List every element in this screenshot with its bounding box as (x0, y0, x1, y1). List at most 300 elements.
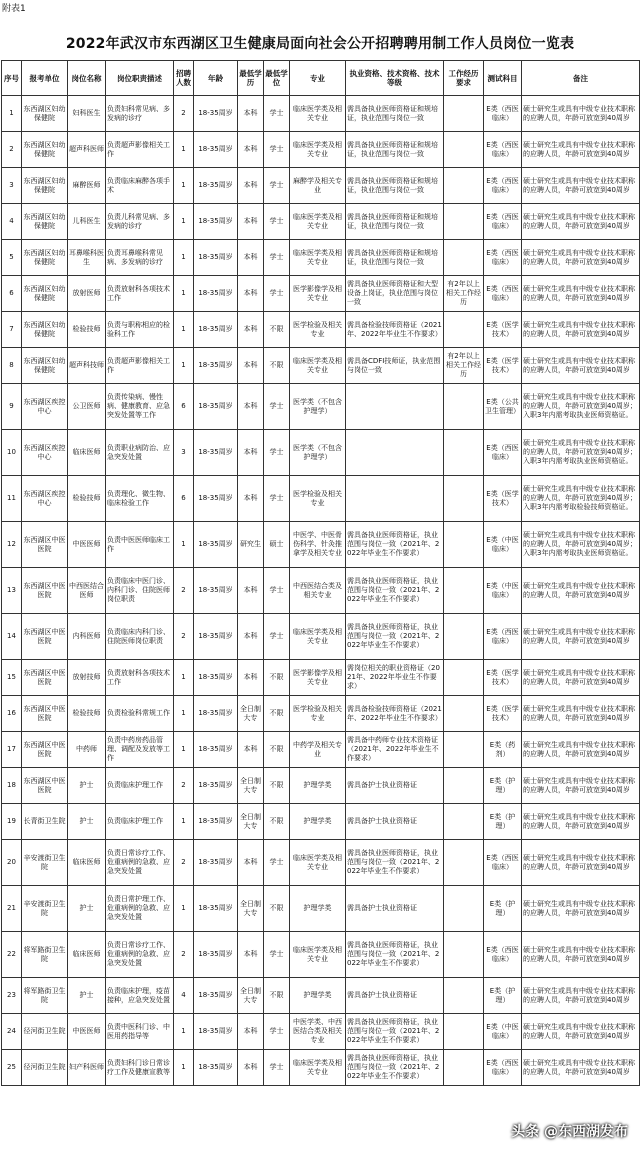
qualification-cell (346, 384, 444, 430)
test-subject-cell: E类（中医临床） (484, 1014, 522, 1050)
unit-cell: 东西湖区中医医院 (22, 660, 68, 696)
position-cell: 妇产科医师 (68, 1050, 106, 1086)
seq-cell: 9 (2, 384, 22, 430)
table-row (2, 430, 640, 476)
seq-cell: 25 (2, 1050, 22, 1086)
remarks-cell: 硕士研究生或具有中级专业技术职称的应聘人员，年龄可放宽到40周岁 (522, 168, 640, 204)
degree-cell: 不限 (264, 732, 290, 768)
duty-cell: 负责临床护理工作 (106, 768, 174, 804)
unit-cell: 东西湖区中医医院 (22, 522, 68, 568)
position-cell: 妇科医生 (68, 96, 106, 132)
count-cell: 6 (174, 476, 194, 522)
count-cell: 1 (174, 804, 194, 840)
education-cell: 本科 (238, 348, 264, 384)
qualification-cell: 需具备检验技师资格证（2021年、2022年毕业生不作要求） (346, 696, 444, 732)
seq-cell: 22 (2, 932, 22, 978)
table-row (2, 732, 640, 768)
education-cell: 本科 (238, 840, 264, 886)
degree-cell: 硕士 (264, 522, 290, 568)
education-cell: 全日制大专 (238, 804, 264, 840)
duty-cell: 负责理化、微生物、临床检验工作 (106, 476, 174, 522)
qualification-cell (346, 476, 444, 522)
seq-cell: 23 (2, 978, 22, 1014)
position-cell: 护士 (68, 886, 106, 932)
test-subject-cell: E类（西医临床） (484, 132, 522, 168)
remarks-cell: 硕士研究生或具有中级专业技术职称的应聘人员，年龄可放宽到40周岁；入职3年内需考取执业医师资格证。 (522, 384, 640, 430)
test-subject-cell: E类（公共卫生管理） (484, 384, 522, 430)
table-row (2, 384, 640, 430)
duty-cell: 负责妇科门诊日常诊疗工作及健康宣教等 (106, 1050, 174, 1086)
major-cell: 中医学、中医骨伤科学、针灸推拿学及相关专业 (290, 522, 346, 568)
experience-cell (444, 240, 484, 276)
major-cell: 临床医学类及相关专业 (290, 840, 346, 886)
qualification-cell: 需具备执业医师资格证，执业范围与岗位一致（2021年、2022年毕业生不作要求） (346, 1014, 444, 1050)
unit-cell: 东西湖区中医医院 (22, 614, 68, 660)
qualification-cell: 需具备执业医师资格证和规培证，执业范围与岗位一致 (346, 96, 444, 132)
major-cell: 麻醉学及相关专业 (290, 168, 346, 204)
age-cell: 18-35周岁 (194, 978, 238, 1014)
age-cell: 18-35周岁 (194, 886, 238, 932)
major-cell: 临床医学类及相关专业 (290, 204, 346, 240)
degree-cell: 学士 (264, 276, 290, 312)
position-cell: 内科医师 (68, 614, 106, 660)
degree-cell: 不限 (264, 886, 290, 932)
test-subject-cell: E类（西医临床） (484, 276, 522, 312)
remarks-cell: 硕士研究生或具有中级专业技术职称的应聘人员，年龄可放宽到40周岁；入职3年内需考取执业医师资格证。 (522, 430, 640, 476)
major-cell: 医学影像学及相关专业 (290, 276, 346, 312)
remarks-cell: 硕士研究生或具有中级专业技术职称的应聘人员，年龄可放宽到40周岁 (522, 348, 640, 384)
test-subject-cell: E类（西医临床） (484, 96, 522, 132)
remarks-cell: 硕士研究生或具有中级专业技术职称的应聘人员，年龄可放宽到40周岁 (522, 614, 640, 660)
position-cell: 检验技师 (68, 696, 106, 732)
count-cell: 2 (174, 768, 194, 804)
header-cell: 备注 (522, 61, 640, 96)
test-subject-cell: E类（中医临床） (484, 522, 522, 568)
experience-cell (444, 312, 484, 348)
duty-cell: 负责日常诊疗工作、危重病例的急救、应急突发处置 (106, 840, 174, 886)
position-cell: 中医医师 (68, 522, 106, 568)
table-row (2, 978, 640, 1014)
experience-cell (444, 1050, 484, 1086)
major-cell: 护理学类 (290, 768, 346, 804)
education-cell: 全日制大专 (238, 886, 264, 932)
test-subject-cell: E类（医学技术） (484, 312, 522, 348)
experience-cell (444, 660, 484, 696)
degree-cell: 不限 (264, 768, 290, 804)
test-subject-cell: E类（西医临床） (484, 240, 522, 276)
age-cell: 18-35周岁 (194, 522, 238, 568)
remarks-cell: 硕士研究生或具有中级专业技术职称的应聘人员，年龄可放宽到40周岁 (522, 1050, 640, 1086)
remarks-cell: 硕士研究生或具有中级专业技术职称的应聘人员，年龄可放宽到40周岁 (522, 978, 640, 1014)
degree-cell: 不限 (264, 804, 290, 840)
table-row (2, 132, 640, 168)
duty-cell: 负责放射科各项技术工作 (106, 660, 174, 696)
seq-cell: 4 (2, 204, 22, 240)
count-cell: 1 (174, 522, 194, 568)
remarks-cell: 硕士研究生或具有中级专业技术职称的应聘人员，年龄可放宽到40周岁 (522, 804, 640, 840)
unit-cell: 将军路街卫生院 (22, 978, 68, 1014)
position-cell: 临床医师 (68, 430, 106, 476)
major-cell: 临床医学类及相关专业 (290, 96, 346, 132)
degree-cell: 不限 (264, 696, 290, 732)
count-cell: 1 (174, 168, 194, 204)
unit-cell: 东西湖区中医医院 (22, 568, 68, 614)
education-cell: 本科 (238, 932, 264, 978)
count-cell: 6 (174, 384, 194, 430)
experience-cell (444, 696, 484, 732)
remarks-cell: 硕士研究生或具有中级专业技术职称的应聘人员，年龄可放宽到40周岁 (522, 312, 640, 348)
seq-cell: 21 (2, 886, 22, 932)
header-cell: 报考单位 (22, 61, 68, 96)
seq-cell: 3 (2, 168, 22, 204)
count-cell: 1 (174, 276, 194, 312)
position-cell: 儿科医生 (68, 204, 106, 240)
age-cell: 18-35周岁 (194, 768, 238, 804)
count-cell: 1 (174, 1014, 194, 1050)
experience-cell (444, 932, 484, 978)
remarks-cell: 硕士研究生或具有中级专业技术职称的应聘人员，年龄可放宽到40周岁 (522, 96, 640, 132)
table-header-row (2, 61, 640, 96)
remarks-cell: 硕士研究生或具有中级专业技术职称的应聘人员，年龄可放宽到40周岁 (522, 132, 640, 168)
major-cell: 临床医学类及相关专业 (290, 614, 346, 660)
count-cell: 2 (174, 614, 194, 660)
duty-cell: 负责耳鼻喉科常见病、多发病的诊疗 (106, 240, 174, 276)
degree-cell: 学士 (264, 204, 290, 240)
seq-cell: 18 (2, 768, 22, 804)
unit-cell: 辛安渡街卫生院 (22, 886, 68, 932)
experience-cell (444, 804, 484, 840)
seq-cell: 7 (2, 312, 22, 348)
position-cell: 中药师 (68, 732, 106, 768)
qualification-cell: 需具备执业医师资格证，执业范围与岗位一致（2021年、2022年毕业生不作要求） (346, 840, 444, 886)
degree-cell: 学士 (264, 430, 290, 476)
experience-cell (444, 96, 484, 132)
remarks-cell: 硕士研究生或具有中级专业技术职称的应聘人员，年龄可放宽到40周岁 (522, 660, 640, 696)
table-row (2, 476, 640, 522)
education-cell: 本科 (238, 276, 264, 312)
unit-cell: 辛安渡街卫生院 (22, 840, 68, 886)
degree-cell: 学士 (264, 384, 290, 430)
degree-cell: 学士 (264, 614, 290, 660)
major-cell: 临床医学类及相关专业 (290, 1050, 346, 1086)
position-cell: 中西医结合医师 (68, 568, 106, 614)
experience-cell (444, 840, 484, 886)
table-row (2, 240, 640, 276)
experience-cell (444, 522, 484, 568)
education-cell: 本科 (238, 204, 264, 240)
table-row (2, 932, 640, 978)
degree-cell: 学士 (264, 132, 290, 168)
major-cell: 中西医结合类及相关专业 (290, 568, 346, 614)
major-cell: 临床医学类及相关专业 (290, 348, 346, 384)
experience-cell (444, 430, 484, 476)
unit-cell: 长青街卫生院 (22, 804, 68, 840)
remarks-cell: 硕士研究生或具有中级专业技术职称的应聘人员，年龄可放宽到40周岁 (522, 768, 640, 804)
seq-cell: 20 (2, 840, 22, 886)
position-cell: 耳鼻喉科医生 (68, 240, 106, 276)
degree-cell: 学士 (264, 476, 290, 522)
degree-cell: 不限 (264, 660, 290, 696)
seq-cell: 11 (2, 476, 22, 522)
age-cell: 18-35周岁 (194, 1014, 238, 1050)
header-cell: 岗位名称 (68, 61, 106, 96)
test-subject-cell: E类（西医临床） (484, 614, 522, 660)
test-subject-cell: E类（医学技术） (484, 476, 522, 522)
experience-cell (444, 768, 484, 804)
count-cell: 3 (174, 430, 194, 476)
remarks-cell: 硕士研究生或具有中级专业技术职称的应聘人员，年龄可放宽到40周岁 (522, 732, 640, 768)
age-cell: 18-35周岁 (194, 132, 238, 168)
table-row (2, 168, 640, 204)
count-cell: 2 (174, 840, 194, 886)
education-cell: 研究生 (238, 522, 264, 568)
duty-cell: 负责中医医师临床工作 (106, 522, 174, 568)
remarks-cell: 硕士研究生或具有中级专业技术职称的应聘人员，年龄可放宽到40周岁 (522, 204, 640, 240)
position-cell: 超声科技师 (68, 348, 106, 384)
age-cell: 18-35周岁 (194, 840, 238, 886)
experience-cell: 有2年以上相关工作经历 (444, 276, 484, 312)
major-cell: 护理学类 (290, 978, 346, 1014)
duty-cell: 负责超声影像相关工作 (106, 132, 174, 168)
major-cell: 临床医学类及相关专业 (290, 132, 346, 168)
unit-cell: 东西湖区妇幼保健院 (22, 204, 68, 240)
test-subject-cell: E类（医学技术） (484, 660, 522, 696)
positions-table (1, 60, 640, 1086)
qualification-cell: 需具备执业医师资格证，执业范围与岗位一致（2021年、2022年毕业生不作要求） (346, 568, 444, 614)
table-row (2, 886, 640, 932)
table-row (2, 348, 640, 384)
degree-cell: 学士 (264, 1014, 290, 1050)
page-title: 2022年武汉市东西湖区卫生健康局面向社会公开招聘聘用制工作人员岗位一览表 (65, 36, 575, 52)
table-row (2, 1014, 640, 1050)
unit-cell: 东西湖区中医医院 (22, 768, 68, 804)
count-cell: 1 (174, 732, 194, 768)
education-cell: 本科 (238, 1050, 264, 1086)
education-cell: 本科 (238, 240, 264, 276)
duty-cell: 负责临床中医门诊、内科门诊、住院医师岗位职责 (106, 568, 174, 614)
seq-cell: 8 (2, 348, 22, 384)
seq-cell: 6 (2, 276, 22, 312)
qualification-cell: 需具备执业医师资格证和规培证，执业范围与岗位一致 (346, 240, 444, 276)
test-subject-cell: E类（医学技术） (484, 348, 522, 384)
qualification-cell: 需具备检验技师资格证（2021年、2022年毕业生不作要求） (346, 312, 444, 348)
duty-cell: 负责职业病防治、应急突发处置 (106, 430, 174, 476)
education-cell: 本科 (238, 1014, 264, 1050)
annex-label: 附表1 (2, 4, 26, 14)
education-cell: 本科 (238, 168, 264, 204)
major-cell: 中医学类、中西医结合类及相关专业 (290, 1014, 346, 1050)
test-subject-cell: E类（护理） (484, 804, 522, 840)
age-cell: 18-35周岁 (194, 204, 238, 240)
position-cell: 放射医师 (68, 276, 106, 312)
age-cell: 18-35周岁 (194, 168, 238, 204)
seq-cell: 16 (2, 696, 22, 732)
duty-cell: 负责临床内科门诊、住院医师岗位职责 (106, 614, 174, 660)
experience-cell (444, 204, 484, 240)
age-cell: 18-35周岁 (194, 240, 238, 276)
experience-cell (444, 476, 484, 522)
seq-cell: 15 (2, 660, 22, 696)
duty-cell: 负责儿科常见病、多发病的诊疗 (106, 204, 174, 240)
age-cell: 18-35周岁 (194, 312, 238, 348)
remarks-cell: 硕士研究生或具有中级专业技术职称的应聘人员，年龄可放宽到40周岁 (522, 276, 640, 312)
qualification-cell: 需具备护士执业资格证 (346, 978, 444, 1014)
major-cell: 医学检验及相关专业 (290, 312, 346, 348)
seq-cell: 19 (2, 804, 22, 840)
qualification-cell: 需具备执业医师资格证，执业范围与岗位一致（2021年、2022年毕业生不作要求） (346, 522, 444, 568)
major-cell: 医学检验及相关专业 (290, 476, 346, 522)
experience-cell (444, 568, 484, 614)
table-row (2, 804, 640, 840)
count-cell: 2 (174, 568, 194, 614)
position-cell: 超声科医师 (68, 132, 106, 168)
education-cell: 本科 (238, 312, 264, 348)
test-subject-cell: E类（药剂） (484, 732, 522, 768)
unit-cell: 东西湖区妇幼保健院 (22, 168, 68, 204)
qualification-cell: 需具备中药师专业技术资格证（2021年、2022年毕业生不作要求） (346, 732, 444, 768)
unit-cell: 东西湖区疾控中心 (22, 384, 68, 430)
position-cell: 中医医师 (68, 1014, 106, 1050)
seq-cell: 17 (2, 732, 22, 768)
unit-cell: 东西湖区妇幼保健院 (22, 240, 68, 276)
age-cell: 18-35周岁 (194, 384, 238, 430)
remarks-cell: 硕士研究生或具有中级专业技术职称的应聘人员，年龄可放宽到40周岁；入职3年内需考取执业医师资格证。 (522, 522, 640, 568)
degree-cell: 学士 (264, 96, 290, 132)
experience-cell: 有2年以上相关工作经历 (444, 348, 484, 384)
count-cell: 1 (174, 1050, 194, 1086)
duty-cell: 负责中药房药品管理、调配及发放等工作 (106, 732, 174, 768)
duty-cell: 负责与职称相应的检验科工作 (106, 312, 174, 348)
header-cell: 年龄 (194, 61, 238, 96)
table-row (2, 696, 640, 732)
qualification-cell: 需具备护士执业资格证 (346, 886, 444, 932)
remarks-cell: 硕士研究生或具有中级专业技术职称的应聘人员，年龄可放宽到40周岁 (522, 568, 640, 614)
experience-cell (444, 1014, 484, 1050)
major-cell: 护理学类 (290, 804, 346, 840)
age-cell: 18-35周岁 (194, 732, 238, 768)
remarks-cell: 硕士研究生或具有中级专业技术职称的应聘人员，年龄可放宽到40周岁 (522, 932, 640, 978)
test-subject-cell: E类（护理） (484, 886, 522, 932)
unit-cell: 东西湖区妇幼保健院 (22, 312, 68, 348)
position-cell: 公卫医师 (68, 384, 106, 430)
duty-cell: 负责中医科门诊、中医用药指导等 (106, 1014, 174, 1050)
duty-cell: 负责妇科常见病、多发病的诊疗 (106, 96, 174, 132)
count-cell: 1 (174, 312, 194, 348)
experience-cell (444, 132, 484, 168)
age-cell: 18-35周岁 (194, 932, 238, 978)
test-subject-cell: E类（医学技术） (484, 696, 522, 732)
major-cell: 临床医学类及相关专业 (290, 932, 346, 978)
unit-cell: 东西湖区疾控中心 (22, 476, 68, 522)
education-cell: 本科 (238, 568, 264, 614)
major-cell: 医学类（不包含护理学） (290, 430, 346, 476)
major-cell: 护理学类 (290, 886, 346, 932)
age-cell: 18-35周岁 (194, 276, 238, 312)
remarks-cell: 硕士研究生或具有中级专业技术职称的应聘人员，年龄可放宽到40周岁 (522, 1014, 640, 1050)
count-cell: 1 (174, 696, 194, 732)
table-row (2, 660, 640, 696)
position-cell: 临床医师 (68, 840, 106, 886)
qualification-cell: 需具备护士执业资格证 (346, 804, 444, 840)
duty-cell: 负责日常护理工作、危重病例的急救、应急突发处置 (106, 886, 174, 932)
seq-cell: 5 (2, 240, 22, 276)
qualification-cell: 需具备执业医师资格证和大型设备上岗证，执业范围与岗位一致 (346, 276, 444, 312)
major-cell: 医学检验及相关专业 (290, 696, 346, 732)
duty-cell: 负责临床麻醉各项手术 (106, 168, 174, 204)
degree-cell: 学士 (264, 1050, 290, 1086)
experience-cell (444, 384, 484, 430)
header-cell: 最低学位 (264, 61, 290, 96)
degree-cell: 学士 (264, 932, 290, 978)
major-cell: 医学影像学及相关专业 (290, 660, 346, 696)
remarks-cell: 硕士研究生或具有中级专业技术职称的应聘人员，年龄可放宽到40周岁 (522, 886, 640, 932)
experience-cell (444, 978, 484, 1014)
duty-cell: 负责超声影像相关工作 (106, 348, 174, 384)
qualification-cell: 需具备CDFI技师证，执业范围与岗位一致 (346, 348, 444, 384)
qualification-cell: 需具备执业医师资格证，执业范围与岗位一致（2021年、2022年毕业生不作要求） (346, 614, 444, 660)
table-row (2, 204, 640, 240)
duty-cell: 负责日常诊疗工作、危重病例的急救、应急突发处置 (106, 932, 174, 978)
duty-cell: 负责临床护理工作 (106, 804, 174, 840)
position-cell: 放射技师 (68, 660, 106, 696)
duty-cell: 负责放射科各项技术工作 (106, 276, 174, 312)
table-row (2, 568, 640, 614)
remarks-cell: 硕士研究生或具有中级专业技术职称的应聘人员，年龄可放宽到40周岁；入职3年内需考取检验技师资格证。 (522, 476, 640, 522)
duty-cell: 负责检验科常规工作 (106, 696, 174, 732)
table-row (2, 312, 640, 348)
major-cell: 中药学及相关专业 (290, 732, 346, 768)
major-cell: 临床医学类及相关专业 (290, 240, 346, 276)
seq-cell: 12 (2, 522, 22, 568)
age-cell: 18-35周岁 (194, 614, 238, 660)
remarks-cell: 硕士研究生或具有中级专业技术职称的应聘人员，年龄可放宽到40周岁 (522, 240, 640, 276)
position-cell: 护士 (68, 768, 106, 804)
test-subject-cell: E类（西医临床） (484, 1050, 522, 1086)
count-cell: 2 (174, 96, 194, 132)
qualification-cell: 需岗位相关的职业资格证（2021年、2022年毕业生不作要求） (346, 660, 444, 696)
test-subject-cell: E类（西医临床） (484, 840, 522, 886)
education-cell: 本科 (238, 660, 264, 696)
education-cell: 本科 (238, 430, 264, 476)
position-cell: 检验技师 (68, 476, 106, 522)
qualification-cell: 需具备执业医师资格证，执业范围与岗位一致（2021年、2022年毕业生不作要求） (346, 1050, 444, 1086)
duty-cell: 负责传染病、慢性病、健康教育、应急突发处置等工作 (106, 384, 174, 430)
table-row (2, 96, 640, 132)
education-cell: 全日制大专 (238, 696, 264, 732)
seq-cell: 13 (2, 568, 22, 614)
degree-cell: 不限 (264, 978, 290, 1014)
position-cell: 检验技师 (68, 312, 106, 348)
age-cell: 18-35周岁 (194, 430, 238, 476)
table-row (2, 1050, 640, 1086)
unit-cell: 径河街卫生院 (22, 1050, 68, 1086)
test-subject-cell: E类（西医临床） (484, 168, 522, 204)
header-cell: 岗位职责描述 (106, 61, 174, 96)
header-cell: 专业 (290, 61, 346, 96)
degree-cell: 不限 (264, 348, 290, 384)
position-cell: 护士 (68, 978, 106, 1014)
degree-cell: 学士 (264, 168, 290, 204)
unit-cell: 径河街卫生院 (22, 1014, 68, 1050)
education-cell: 本科 (238, 732, 264, 768)
unit-cell: 东西湖区妇幼保健院 (22, 348, 68, 384)
test-subject-cell: E类（护理） (484, 768, 522, 804)
education-cell: 全日制大专 (238, 768, 264, 804)
remarks-cell: 硕士研究生或具有中级专业技术职称的应聘人员，年龄可放宽到40周岁 (522, 840, 640, 886)
education-cell: 全日制大专 (238, 978, 264, 1014)
education-cell: 本科 (238, 614, 264, 660)
unit-cell: 东西湖区妇幼保健院 (22, 96, 68, 132)
